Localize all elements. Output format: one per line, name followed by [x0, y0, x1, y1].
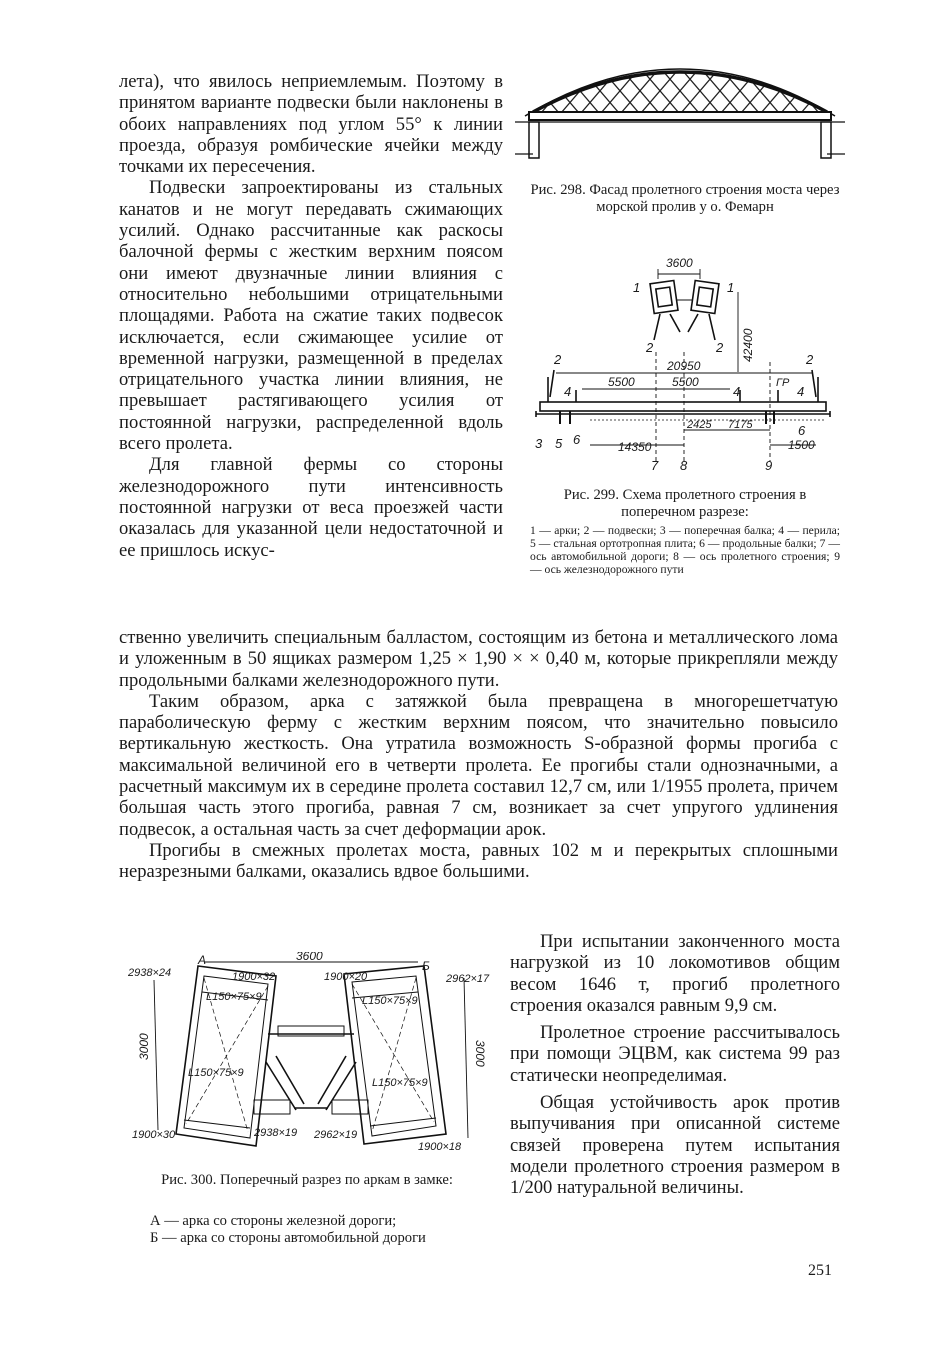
full-width-text	[119, 627, 838, 883]
callout-label: 9	[765, 458, 773, 473]
paragraph: При испытании законченного моста нагрузкой из 10 локомотивов общим весом 1646 т, прогиб пролетного строения оказался равным 9,9 см.	[510, 931, 840, 1016]
dim-label: 7175	[728, 419, 753, 431]
right-column	[510, 931, 840, 1199]
callout-label: 3	[535, 436, 543, 451]
fig300-arch-sections	[128, 952, 498, 1162]
dim-label: L150×75×9	[188, 1067, 244, 1079]
fig298-caption: Рис. 298. Фасад пролетного строения моста через морской пролив у о. Фемарн	[530, 182, 840, 215]
callout-label: 2	[646, 340, 654, 355]
dim-label: 1900×20	[324, 971, 368, 983]
dim-label: 1900×30	[132, 1129, 176, 1141]
callout-label: 6	[798, 423, 806, 438]
fig299-cross-section	[530, 252, 835, 474]
legend-item-b: Б — арка со стороны автомобильной дороги	[150, 1230, 426, 1246]
dim-label: 1900×32	[232, 971, 276, 983]
legend-item-a: А — арка со стороны железной дороги;	[150, 1213, 397, 1229]
callout-label: 1	[633, 280, 641, 295]
fig300-legend	[150, 1213, 474, 1247]
callout-label: 7	[651, 458, 659, 473]
callout-label: 1	[727, 280, 735, 295]
callout-label: 4	[564, 384, 572, 399]
callout-label: 5	[555, 436, 563, 451]
callout-label: Б	[422, 959, 430, 973]
dim-label: 3600	[296, 952, 323, 963]
dim-label: 3000	[473, 1040, 487, 1067]
paragraph: Для главной фермы со стороны железнодорожного пути интенсивность постоянной нагрузки от веса проезжей части оказалась для указанной цели недостаточной и ее пришлось искус-	[119, 454, 503, 561]
callout-label: А	[198, 953, 207, 967]
dim-label: 5500	[672, 375, 699, 389]
paragraph: Подвески запроектированы из стальных канатов и не могут передавать сжимающих усилий. Однако рассчитанные как раскосы балочной фермы с жестким верхним поясом они имеют двузначные линии влияния с относительно небольшими отрицательными площадями. Работа на сжатие таких подвесок исключается, если сжимающее усилие от временной нагрузки, размещенной в пределах отрицательного участка линии влияния, не превышает растягивающего усилия от постоянной нагрузки, распределенной вдоль всего пролета.	[119, 177, 503, 455]
paragraph: Таким образом, арка с затяжкой была превращена в многорешетчатую параболическую ферму с жестким верхним поясом, что значительно повысило вертикальную жесткость. Она утратила возможность S-образной формы прогиба с максимальной величиной его в четверти пролета. Ее прогибы стали однозначными, а расчетный максимум их в середине пролета составил 12,7 см, или 1/1955 пролета, причем большая часть этого прогиба, равная 7 см, возникает за счет упругого удлинения подвесок, а остальная часть за счет деформации арок.	[119, 690, 838, 840]
callout-label: 2	[806, 352, 814, 367]
callout-label: 6	[573, 432, 581, 447]
dim-label: 1900×18	[418, 1141, 462, 1153]
callout-label: 8	[680, 458, 688, 473]
page-number: 251	[808, 1262, 832, 1279]
dim-label: 3600	[666, 256, 693, 270]
dim-label: 20950	[667, 359, 701, 373]
fig300-caption: Рис. 300. Поперечный разрез по аркам в замке:	[161, 1172, 453, 1188]
dim-label: ГР	[776, 377, 790, 389]
dim-label: L150×75×9	[206, 991, 262, 1003]
dim-label: L150×75×9	[362, 995, 418, 1007]
callout-label: 4	[797, 384, 805, 399]
paragraph: Прогибы в смежных пролетах моста, равных 102 м и перекрытых сплошными неразрезными балками, оказались вдвое большими.	[119, 839, 838, 883]
dim-label: 1500	[788, 438, 815, 452]
dim-label: 2962×17	[446, 973, 490, 985]
paragraph: лета), что явилось неприемлемым. Поэтому в принятом варианте подвески были наклонены в обоих направлениях под углом 55° к линии проезда, образуя ромбические ячейки между точками их пересечения.	[119, 71, 503, 178]
callout-label: 2	[716, 340, 724, 355]
dim-label: 2938×19	[254, 1127, 298, 1139]
callout-label: 4	[733, 384, 741, 399]
dim-label: 2425	[687, 419, 712, 431]
dim-label: 2962×19	[314, 1129, 358, 1141]
dim-label: 3000	[137, 1033, 151, 1060]
paragraph: Пролетное строение рассчитывалось при помощи ЭЦВМ, как система 99 раз статически неопределимая.	[510, 1022, 840, 1086]
fig299-caption: Рис. 299. Схема пролетного строения в поперечном разрезе:	[563, 487, 807, 520]
fig298-facade-drawing	[515, 50, 845, 180]
callout-label: 2	[554, 352, 562, 367]
paragraph: ственно увеличить специальным балластом, состоящим из бетона и металлического лома и уложенным в 50 ящиках размером 1,25 × 1,90 × × 0,40 м, которые прикрепляли между продольными балками железнодорожного пути.	[119, 627, 838, 691]
dim-label: 2938×24	[128, 967, 172, 979]
dim-label: 5500	[608, 375, 635, 389]
paragraph: Общая устойчивость арок против выпучивания при описанной системе связей проверена путем испытания модели пролетного строения размером в 1/200 натуральной величины.	[510, 1092, 840, 1199]
fig299-legend: 1 — арки; 2 — подвески; 3 — поперечная балка; 4 — перила; 5 — стальная ортотропная плита; 6 — продольные балки; 7 — ось автомобильной дороги; 8 — ось пролетного строения; 9 — ось железнодорожного пути	[530, 524, 840, 576]
dim-label: 42400	[741, 328, 755, 362]
dim-label: L150×75×9	[372, 1077, 428, 1089]
dim-label: 14350	[618, 440, 652, 454]
left-column	[119, 71, 503, 561]
